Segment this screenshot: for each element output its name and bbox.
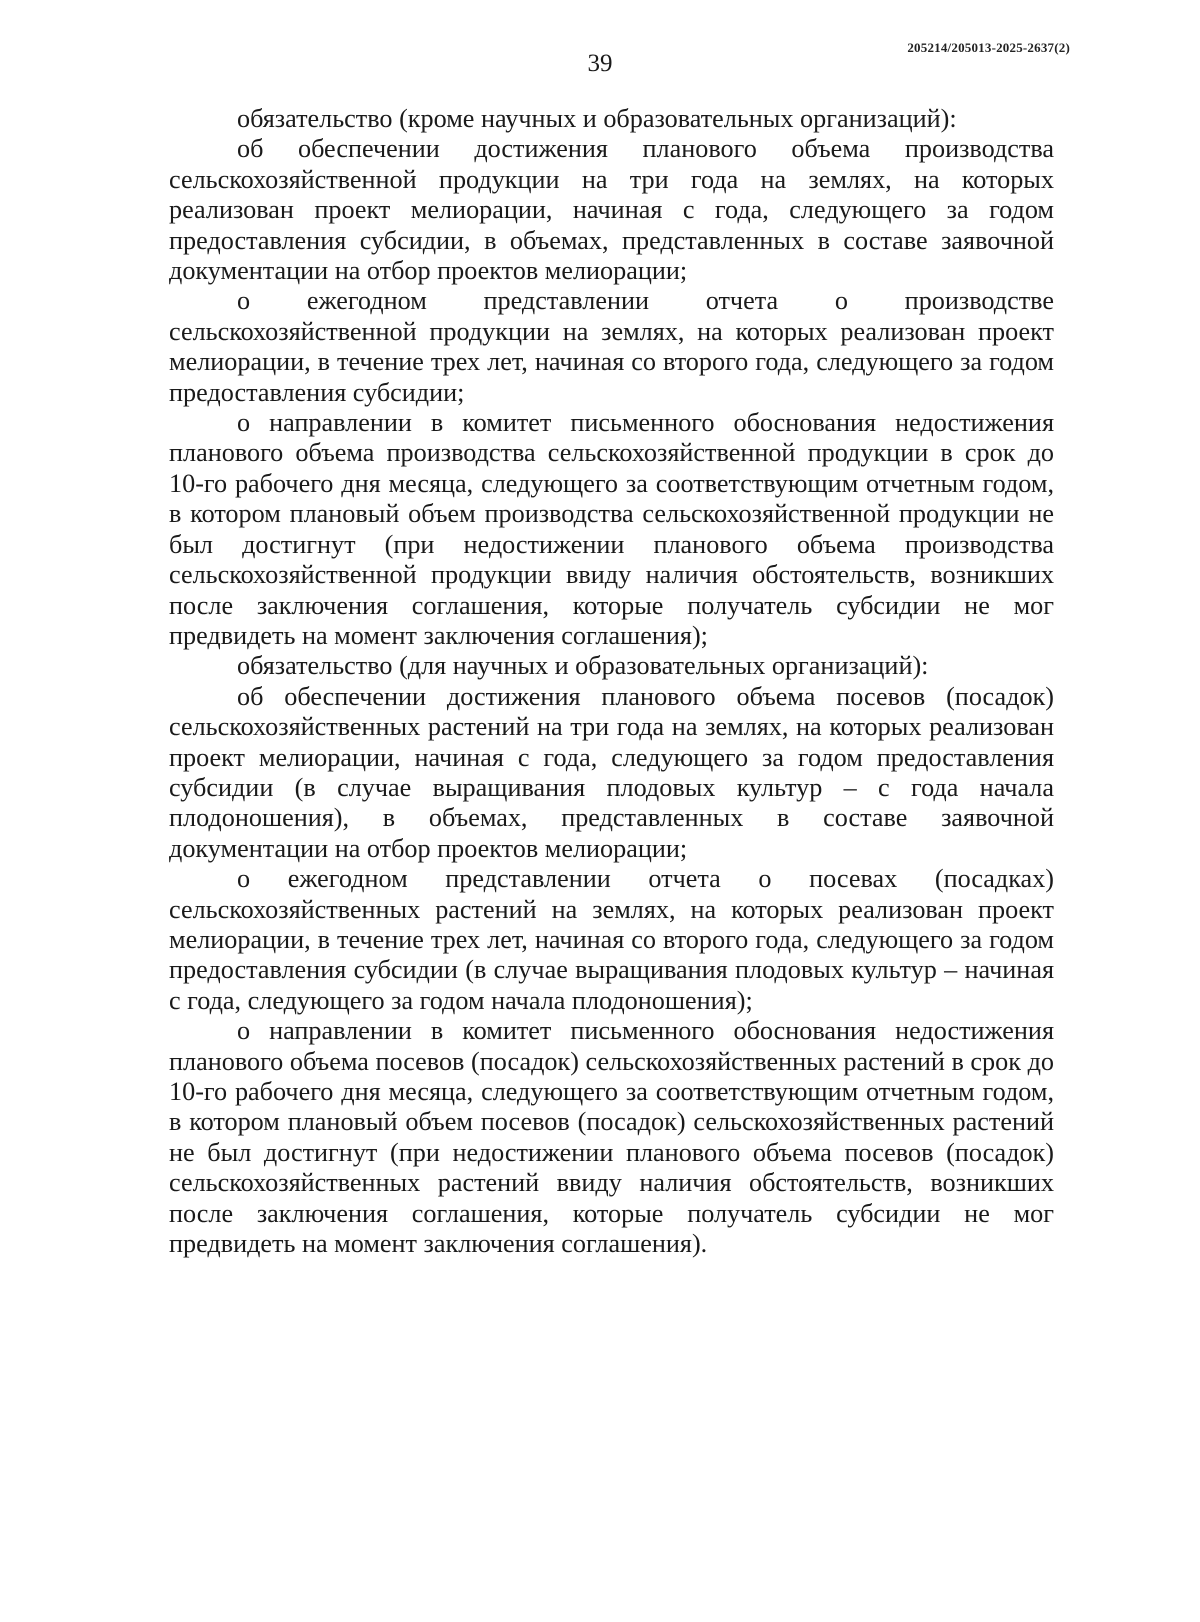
paragraph-obligation-scientific: обязательство (для научных и образовательных организаций):: [237, 651, 929, 681]
paragraph-sowing-justification: о направлении в комитет письменного обоснования недостижения планового объема посевов (посадок) сельскохозяйственных растений в срок до 10-го рабочего дня месяца, следующего за соответствующим отчетным годом, в котором плановый объем посевов (посадок) сельскохозяйственных растений не был достигнут (при недостижении планового объема посевов (посадок) сельскохозяйственных растений ввиду наличия обстоятельств, возникших после заключения соглашения, которые получатель субсидии не мог предвидеть на момент заключения соглашения).: [169, 1016, 1054, 1259]
paragraph-sowing-report: о ежегодном представлении отчета о посевах (посадках) сельскохозяйственных растений на землях, на которых реализован проект мелиорации, в течение трех лет, начиная со второго года, следующего за годом предоставления субсидии (в случае выращивания плодовых культур – начиная с года, следующего за годом начала плодоношения);: [169, 864, 1054, 1015]
page-number: 39: [587, 50, 613, 77]
paragraph-obligation-non-scientific: обязательство (кроме научных и образовательных организаций):: [237, 104, 957, 133]
document-body: [169, 104, 1054, 1259]
document-registration-number: 205214/205013-2025-2637(2): [907, 40, 1070, 55]
paragraph-production-report: о ежегодном представлении отчета о производстве сельскохозяйственной продукции на землях, на которых реализован проект мелиорации, в течение трех лет, начиная со второго года, следующего за годом предоставления субсидии;: [169, 286, 1054, 407]
paragraph-production-volume: об обеспечении достижения планового объема производства сельскохозяйственной продукции на три года на землях, на которых реализован проект мелиорации, начиная с года, следующего за годом предоставления субсидии, в объемах, представленных в составе заявочной документации на отбор проектов мелиорации;: [169, 134, 1054, 286]
paragraph-production-justification: о направлении в комитет письменного обоснования недостижения планового объема производства сельскохозяйственной продукции в срок до 10-го рабочего дня месяца, следующего за соответствующим отчетным годом, в котором плановый объем производства сельскохозяйственной продукции не был достигнут (при недостижении планового объема производства сельскохозяйственной продукции ввиду наличия обстоятельств, возникших после заключения соглашения, которые получатель субсидии не мог предвидеть на момент заключения соглашения);: [169, 408, 1054, 650]
paragraph-sowing-volume: об обеспечении достижения планового объема посевов (посадок) сельскохозяйственных растений на три года на землях, на которых реализован проект мелиорации, начиная с года, следующего за годом предоставления субсидии (в случае выращивания плодовых культур – с года начала плодоношения), в объемах, представленных в составе заявочной документации на отбор проектов мелиорации;: [169, 681, 1054, 863]
